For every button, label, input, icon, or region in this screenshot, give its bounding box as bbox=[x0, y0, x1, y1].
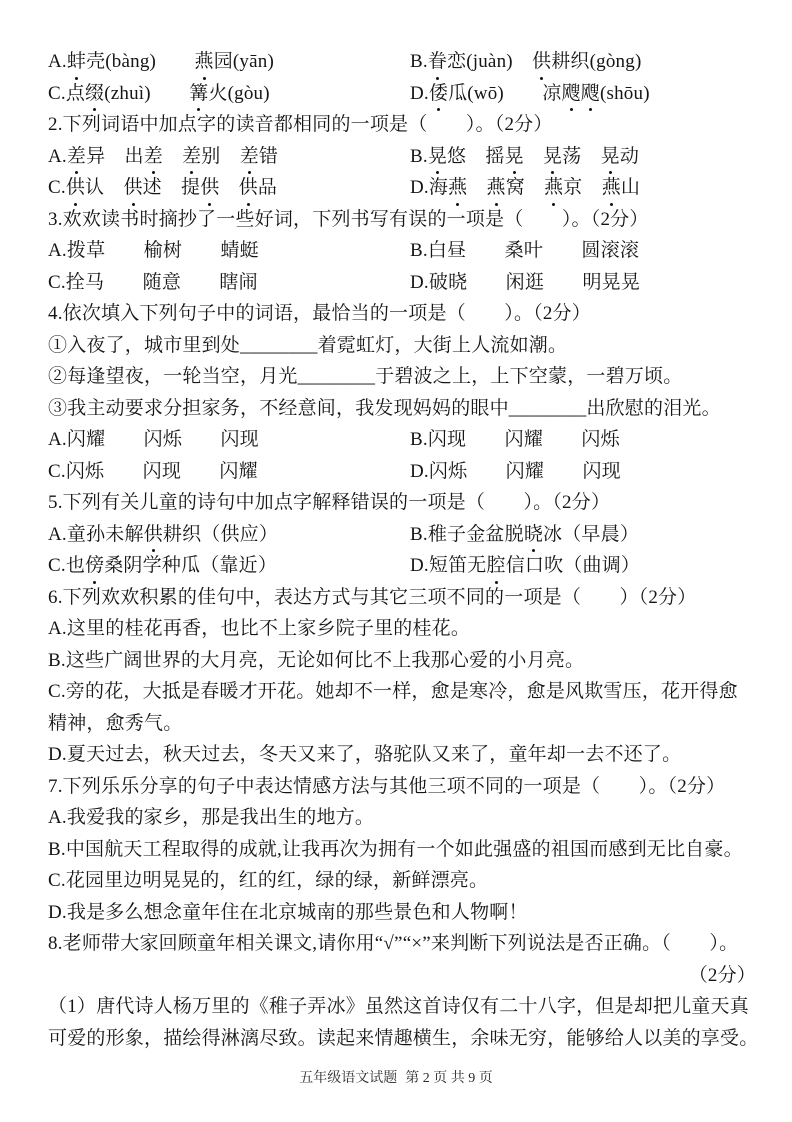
text-run bbox=[504, 83, 542, 104]
q7-option-a bbox=[48, 802, 756, 834]
text-run: 园(yān) bbox=[213, 51, 274, 72]
emphasis-dotted-char: 供 bbox=[66, 172, 85, 204]
text-run bbox=[151, 83, 189, 104]
text-run: 山 bbox=[620, 177, 641, 198]
q1-option-row-ab bbox=[48, 46, 756, 78]
text-run bbox=[524, 146, 543, 167]
text-run: D.短笛无 bbox=[410, 555, 487, 576]
option-column-left bbox=[48, 78, 410, 110]
q2-option-row-cd bbox=[48, 172, 756, 204]
text-run: 火(gòu) bbox=[208, 82, 270, 104]
text-run: 动 bbox=[619, 145, 640, 167]
text-run: 8.老师带大家回顾童年相关课文,请你用“√”“×”来判断下列说法是否正确。（ ）。 bbox=[48, 933, 739, 954]
text-run: 3.欢欢读书时摘抄了一些好词，下列书写有误的一项是（ ）。（2分） bbox=[48, 208, 649, 230]
text-run: C.旁的花，大抵是春暖才开花。她却不一样，愈是寒冷，愈是风欺雪压，花开得愈 bbox=[48, 681, 738, 702]
emphasis-dotted-char: 供 bbox=[144, 519, 163, 551]
text-run: 品 bbox=[257, 177, 278, 198]
text-run: 6.下列欢欢积累的佳句中，表达方式与其它三项不同的一项是（ ）（2分） bbox=[48, 586, 697, 608]
text-run: C.闪烁 闪现 闪耀 bbox=[48, 460, 258, 482]
q6-option-c-line-2 bbox=[48, 708, 756, 740]
text-run: (zhuì) bbox=[104, 82, 151, 104]
q5-option-row-cd bbox=[48, 550, 756, 582]
exam-body bbox=[48, 46, 759, 1054]
text-run: 荡 bbox=[562, 145, 601, 167]
option-column-left bbox=[48, 550, 410, 582]
option-column-left bbox=[48, 172, 410, 204]
emphasis-dotted-char: 差 bbox=[182, 141, 201, 173]
q4-stem bbox=[48, 298, 756, 330]
emphasis-dotted-char: 傍 bbox=[85, 550, 104, 582]
text-run: B.闪现 闪耀 闪烁 bbox=[410, 429, 620, 450]
text-run: 述 提 bbox=[142, 177, 201, 198]
q4-sentence-3 bbox=[48, 393, 756, 425]
option-column-left bbox=[48, 267, 410, 299]
emphasis-dotted-char: 晓 bbox=[524, 519, 543, 551]
text-run: 信口吹（曲调） bbox=[505, 555, 641, 576]
text-run: C. bbox=[48, 177, 66, 198]
q7-option-d bbox=[48, 897, 756, 929]
text-run: ②每逢望夜，一轮当空，月光________于碧波之上，上下空蒙，一碧万顷。 bbox=[48, 366, 683, 387]
emphasis-dotted-char: 燕 bbox=[486, 172, 505, 204]
q1-option-row-cd bbox=[48, 78, 756, 110]
option-column-left bbox=[48, 141, 410, 173]
q3-stem bbox=[48, 204, 756, 236]
text-run: A. bbox=[48, 145, 67, 167]
text-run: C.花园里边明晃晃的，红的红，绿的绿，新鲜漂亮。 bbox=[48, 870, 489, 891]
q6-option-a bbox=[48, 613, 756, 645]
text-run: 冰（早晨） bbox=[543, 523, 640, 545]
text-run bbox=[163, 146, 182, 167]
text-run: 4.依次填入下列句子中的词语，最恰当的一项是（ ）。（2分） bbox=[48, 303, 591, 324]
text-run: （1）唐代诗人杨万里的《稚子弄冰》虽然这首诗仅有二十八字，但是却把儿童天真 bbox=[48, 996, 749, 1017]
text-run: A.这里的桂花再香，也比不上家乡院子里的桂花。 bbox=[48, 618, 471, 639]
q8-score bbox=[48, 960, 756, 992]
emphasis-dotted-char: 供 bbox=[200, 172, 219, 204]
emphasis-dotted-char: 晃 bbox=[505, 141, 524, 173]
emphasis-dotted-char: 供 bbox=[123, 172, 142, 204]
text-run bbox=[156, 51, 194, 72]
emphasis-dotted-char: 燕 bbox=[194, 46, 213, 78]
text-run: B. bbox=[410, 145, 428, 167]
text-run: C.也 bbox=[48, 555, 86, 576]
q6-option-c-line-1 bbox=[48, 676, 756, 708]
option-column-left bbox=[48, 424, 410, 456]
q8-stem bbox=[48, 928, 756, 960]
q2-option-row-ab bbox=[48, 141, 756, 173]
option-column-left bbox=[48, 519, 410, 551]
option-column-right bbox=[410, 46, 641, 78]
text-run: 错 bbox=[258, 145, 279, 167]
q2-stem bbox=[48, 109, 756, 141]
emphasis-dotted-char: 燕 bbox=[602, 172, 621, 204]
emphasis-dotted-char: 眷 bbox=[428, 46, 447, 78]
option-column-right bbox=[410, 235, 639, 267]
q8-item-1-line-1 bbox=[48, 991, 756, 1023]
text-run: 可爱的形象，描绘得淋漓尽致。读起来情趣横生，余味无穷，能够给人以美的享受。 bbox=[48, 1027, 759, 1049]
emphasis-dotted-char: 飕 bbox=[562, 78, 581, 110]
text-run: D. bbox=[410, 82, 429, 104]
text-run bbox=[219, 177, 238, 198]
q6-option-b bbox=[48, 645, 756, 677]
text-run: C.拴马 随意 瞎闹 bbox=[48, 271, 258, 293]
option-column-right bbox=[410, 78, 650, 110]
text-run: B.稚子金盆脱 bbox=[410, 523, 524, 545]
emphasis-dotted-char: 蚌 bbox=[67, 46, 86, 78]
text-run: 耕织(gòng) bbox=[551, 51, 642, 72]
text-run: 凉 bbox=[542, 82, 562, 104]
text-run: B. bbox=[410, 51, 428, 72]
q6-stem bbox=[48, 582, 756, 614]
text-run: 瓜(wō) bbox=[448, 82, 504, 104]
emphasis-dotted-char: 篝 bbox=[189, 78, 208, 110]
text-run bbox=[513, 51, 532, 72]
text-run: B.中国航天工程取得的成就,让我再次为拥有一个如此强盛的祖国而感到无比自豪。 bbox=[48, 838, 743, 860]
text-run: 别 bbox=[201, 145, 240, 167]
option-column-left bbox=[48, 46, 410, 78]
emphasis-dotted-char: 供 bbox=[239, 172, 258, 204]
emphasis-dotted-char: 供 bbox=[532, 46, 551, 78]
emphasis-dotted-char: 腔 bbox=[486, 550, 505, 582]
option-column-right bbox=[410, 519, 639, 551]
text-run: D.闪烁 闪耀 闪现 bbox=[410, 460, 621, 482]
text-run: ③我主动要求分担家务，不经意间，我发现妈妈的眼中________出欣慰的泪光。 bbox=[48, 397, 721, 419]
text-run: 恋(juàn) bbox=[447, 51, 513, 72]
text-run: 桑阴学种瓜（靠近） bbox=[104, 555, 278, 576]
option-column-right bbox=[410, 550, 640, 582]
text-run: 壳(bàng) bbox=[86, 51, 157, 72]
text-run: (shōu) bbox=[599, 82, 650, 104]
footer-doc-title: 五年级语文试题 bbox=[299, 1071, 398, 1086]
text-run: 5.下列有关儿童的诗句中加点字解释错误的一项是（ ）。（2分） bbox=[48, 492, 611, 513]
text-run: 京 bbox=[563, 177, 602, 198]
text-run: 耕织（供应） bbox=[162, 523, 279, 545]
emphasis-dotted-char: 倭 bbox=[429, 78, 448, 110]
emphasis-dotted-char: 差 bbox=[67, 141, 86, 173]
q7-stem bbox=[48, 771, 756, 803]
text-run: 悠 摇 bbox=[447, 145, 505, 167]
emphasis-dotted-char: 差 bbox=[144, 141, 163, 173]
option-column-right bbox=[410, 456, 621, 488]
q8-item-1-line-2 bbox=[48, 1023, 759, 1055]
q4-sentence-2 bbox=[48, 361, 756, 393]
option-column-right bbox=[410, 172, 640, 204]
q6-option-d bbox=[48, 739, 756, 771]
q7-option-b bbox=[48, 834, 756, 866]
text-run: A.我爱我的家乡，那是我出生的地方。 bbox=[48, 807, 375, 828]
text-run: 7.下列乐乐分享的句子中表达情感方法与其他三项不同的一项是（ ）。（2分） bbox=[48, 775, 726, 797]
footer-page-indicator: 第 2 页 共 9 页 bbox=[405, 1071, 493, 1086]
text-run: D.破晓 闲逛 明晃晃 bbox=[410, 271, 641, 293]
text-run: 窝 bbox=[505, 177, 545, 198]
page-footer bbox=[0, 1068, 792, 1090]
text-run: A.童孙未解 bbox=[48, 523, 144, 545]
emphasis-dotted-char: 燕 bbox=[448, 172, 467, 204]
emphasis-dotted-char: 晃 bbox=[601, 141, 620, 173]
q5-stem bbox=[48, 487, 756, 519]
text-run: ①入夜了，城市里到处________着霓虹灯，大街上人流如潮。 bbox=[48, 334, 568, 356]
text-run bbox=[467, 177, 486, 198]
text-run: D.海 bbox=[410, 177, 449, 198]
text-run: D.夏天过去，秋天过去，冬天又来了，骆驼队又来了，童年却一去不还了。 bbox=[48, 744, 682, 765]
q3-option-row-ab bbox=[48, 235, 756, 267]
emphasis-dotted-char: 缀 bbox=[85, 78, 104, 110]
option-column-left bbox=[48, 456, 410, 488]
q5-option-row-ab bbox=[48, 519, 756, 551]
q3-option-row-cd bbox=[48, 267, 756, 299]
option-column-right bbox=[410, 141, 639, 173]
text-run: B.白昼 桑叶 圆滚滚 bbox=[410, 240, 640, 261]
q7-option-c bbox=[48, 865, 756, 897]
text-run: 精神，愈秀气。 bbox=[48, 712, 183, 734]
emphasis-dotted-char: 飕 bbox=[581, 78, 600, 110]
text-run: C.点 bbox=[48, 82, 86, 104]
emphasis-dotted-char: 燕 bbox=[544, 172, 563, 204]
text-run: B.这些广阔世界的大月亮，无论如何比不上我那心爱的小月亮。 bbox=[48, 649, 585, 671]
text-run: （2分） bbox=[688, 964, 756, 986]
emphasis-dotted-char: 晃 bbox=[428, 141, 447, 173]
emphasis-dotted-char: 晃 bbox=[543, 141, 562, 173]
text-run: A. bbox=[48, 51, 67, 72]
text-run: 2.下列词语中加点字的读音都相同的一项是（ ）。（2分） bbox=[48, 114, 553, 135]
text-run: 异 出 bbox=[86, 145, 144, 167]
text-run: A.闪耀 闪烁 闪现 bbox=[48, 429, 259, 450]
option-column-left bbox=[48, 235, 410, 267]
option-column-right bbox=[410, 424, 620, 456]
option-column-right bbox=[410, 267, 640, 299]
q4-option-row-cd bbox=[48, 456, 756, 488]
text-run: D.我是多么想念童年住在北京城南的那些景色和人物啊！ bbox=[48, 901, 528, 923]
text-run: 认 bbox=[85, 177, 124, 198]
q4-option-row-ab bbox=[48, 424, 756, 456]
text-run: A.拨草 榆树 蜻蜓 bbox=[48, 240, 259, 261]
emphasis-dotted-char: 差 bbox=[240, 141, 259, 173]
q4-sentence-1 bbox=[48, 330, 756, 362]
